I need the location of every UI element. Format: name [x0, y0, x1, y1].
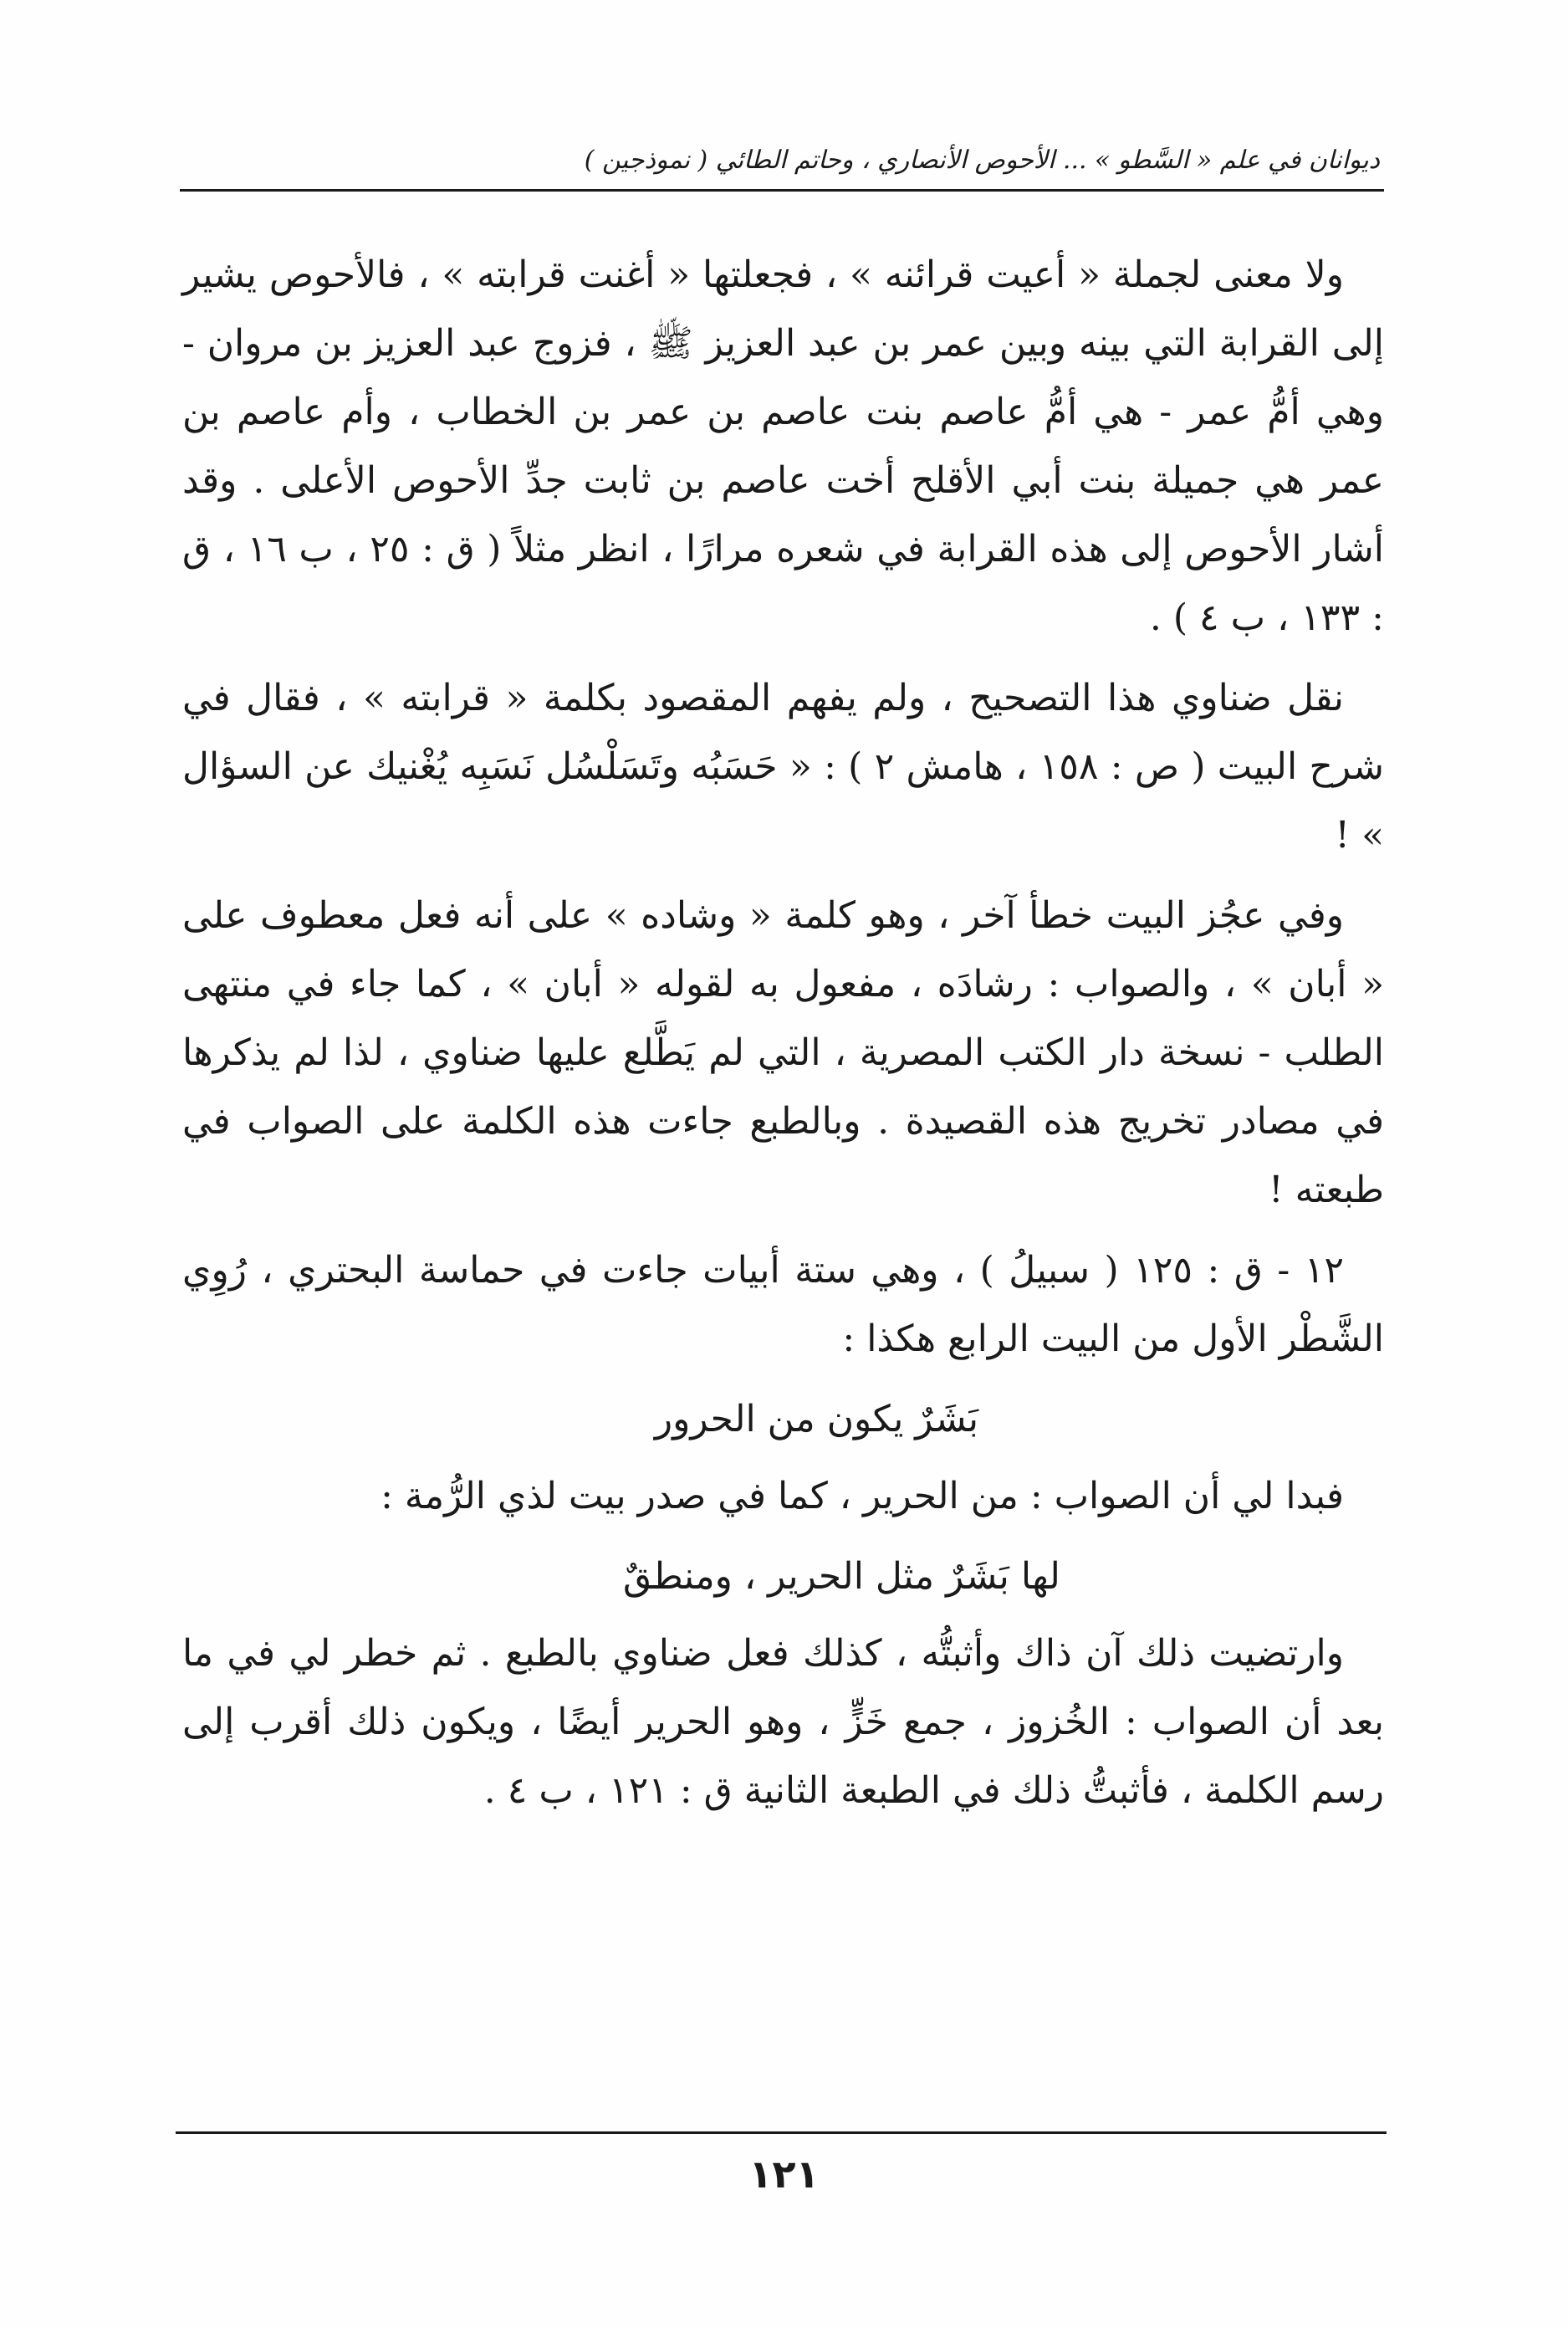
paragraph-6: وارتضيت ذلك آن ذاك وأثبتُّه ، كذلك فعل ضناوي بالطبع . ثم خطر لي في ما بعد أن الصواب : الخُزوز ، جمع خَزٍّ ، وهو الحرير أيضًا ، ويكون ذلك أقرب إلى رسم الكلمة ، فأثبتُّ ذلك في الطبعة الثانية ق : ١٢١ ، ب ٤ . [182, 1632, 1384, 1812]
paragraph-5: فبدا لي أن الصواب : من الحرير ، كما في صدر بيت لذي الرُّمة : [381, 1475, 1344, 1517]
paragraph-4: ١٢ - ق : ١٢٥ ( سبيلُ ) ، وهي ستة أبيات جاءت في حماسة البحتري ، رُوِي الشَّطْر الأول من البيت الرابع هكذا : [182, 1249, 1384, 1360]
page-number: ١٢١ [748, 2151, 820, 2197]
verse-line-1: بَشَرٌ يكون من الحرور [654, 1398, 979, 1440]
paragraph-2: نقل ضناوي هذا التصحيح ، ولم يفهم المقصود بكلمة « قرابته » ، فقال في شرح البيت ( ص : ١٥٨ ، هامش ٢ ) : « حَسَبُه وتَسَلْسُل نَسَبِه يُغْنيك عن السؤال » ! [182, 677, 1385, 857]
running-header-title: ديوانان في علم « السَّطو » ... الأحوص الأنصاري ، وحاتم الطائي ( نموذجين ) [584, 146, 1380, 175]
verse-line-2: لها بَشَرٌ مثل الحرير ، ومنطقٌ [623, 1555, 1060, 1598]
main-text-block [182, 241, 1384, 1837]
footer-rule [176, 2131, 1387, 2134]
paragraph-1: ولا معنى لجملة « أعيت قرائنه » ، فجعلتها « أغنت قرابته » ، فالأحوص يشير إلى القرابة التي بينه وبين عمر بن عبد العزيز ﷺ ، فزوج عبد العزيز بن مروان - وهي أمُّ عمر - هي أمُّ عاصم بنت عاصم بن عمر بن الخطاب ، وأم عاصم بن عمر هي جميلة بنت أبي الأقلح أخت عاصم بن ثابت جدِّ الأحوص الأعلى . وقد أشار الأحوص إلى هذه القرابة في شعره مرارًا ، انظر مثلاً ( ق : ٢٥ ، ب ١٦ ، ق : ١٣٣ ، ب ٤ ) . [182, 253, 1385, 639]
paragraph-3: وفي عجُز البيت خطأ آخر ، وهو كلمة « وشاده » على أنه فعل معطوف على « أبان » ، والصواب : رشادَه ، مفعول به لقوله « أبان » ، كما جاء في منتهى الطلب - نسخة دار الكتب المصرية ، التي لم يَطَّلع عليها ضناوي ، لذا لم يذكرها في مصادر تخريج هذه القصيدة . وبالطبع جاءت هذه الكلمة على الصواب في طبعته ! [182, 894, 1384, 1211]
header-rule [180, 189, 1384, 192]
